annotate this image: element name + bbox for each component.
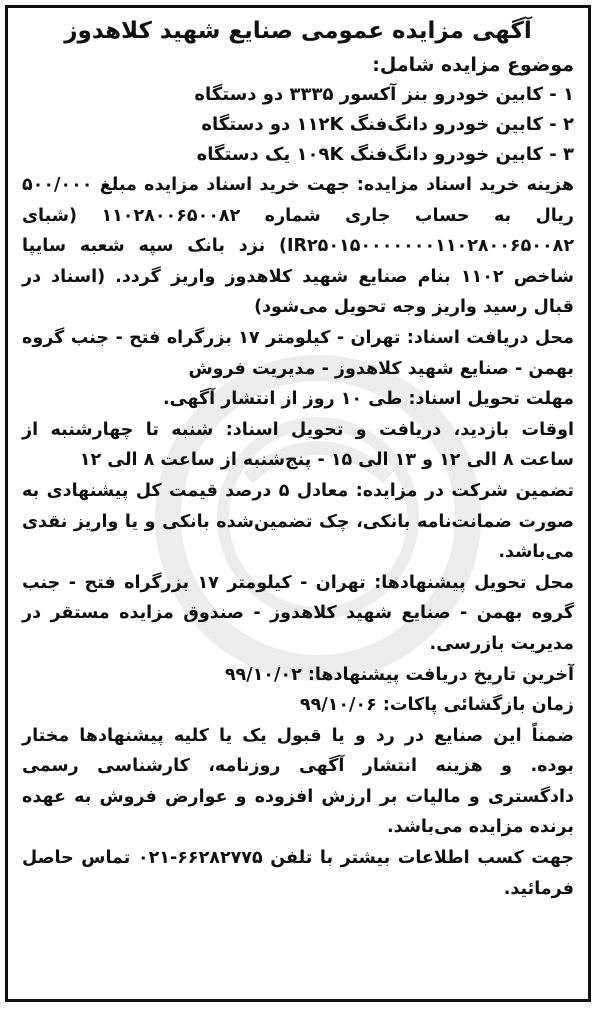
- contact-paragraph: جهت کسب اطلاعات بیشتر با تلفن ۶۶۲۸۲۷۷۵-۰۲۱ تماس حاصل فرمائید.: [22, 848, 575, 899]
- subject-heading: موضوع مزایده شامل:: [372, 54, 574, 76]
- documents-deadline-paragraph: مهلت تحویل اسناد: طی ۱۰ روز از انتشار آگهی.: [163, 389, 574, 410]
- documents-cost-paragraph: هزینه خرید اسناد مزایده: جهت خرید اسناد مزایده مبلغ ۵۰۰/۰۰۰ ریال به حساب جاری شماره ۱۱۰۲۸۰۰۶۵۰۰۸۲ (شبای IR۲۵۰۱۵۰۰۰۰۰۰۰۱۱۰۲۸۰۰۶۵۰۰۸۲) نزد بانک سپه شعبه سایپا شاخص ۱۱۰۲ بنام صنایع شهید کلاهدوز واریز گردد. (اسناد در قبال رسید واریز وجه تحویل می‌شود): [22, 175, 574, 318]
- auction-item: ۱ - کابین خودرو بنز آکسور ۳۳۳۵ دو دستگاه: [194, 84, 574, 105]
- envelope-opening-paragraph: زمان بازگشائی پاکات: ۹۹/۱۰/۰۶: [299, 695, 574, 716]
- proposal-delivery-paragraph: محل تحویل پیشنهادها: تهران - کیلومتر ۱۷ بزرگراه فتح - جنب گروه بهمن - صنایع شهید کلاهدوز - صندوق مزایده مستقر در مدیریت بازرسی.: [22, 572, 574, 654]
- visiting-hours-paragraph: اوقات بازدید، دریافت و تحویل اسناد: شنبه تا چهارشنبه از ساعت ۸ الی ۱۲ و ۱۳ الی ۱۵ - پنج‌شنبه از ساعت ۸ الی ۱۲: [22, 419, 574, 471]
- auction-item: ۳ - کابین خودرو دانگ‌فنگ ۱۰۹K یک دستگاه: [196, 144, 574, 165]
- documents-location-paragraph: محل دریافت اسناد: تهران - کیلومتر ۱۷ بزرگراه فتح - جنب گروه بهمن - صنایع شهید کلاهدوز - مدیریت فروش: [22, 327, 574, 379]
- participation-guarantee-paragraph: تضمین شرکت در مزایده: معادل ۵ درصد قیمت کل پیشنهادی به صورت ضمانت‌نامه بانکی، چک تضمین‌شده بانکی و یا واریز نقدی می‌باشد.: [22, 480, 574, 563]
- proposal-deadline-paragraph: آخرین تاریخ دریافت پیشنهادها: ۹۹/۱۰/۰۲: [224, 664, 574, 685]
- terms-paragraph: ضمناً این صنایع در رد و یا قبول یک یا کلیه پیشنهادها مختار بوده. و هزینه انتشار آگهی روزنامه، کارشناسی رسمی دادگستری و مالیات بر ارزش افزوده و عوارض فروش به عهده برنده مزایده می‌باشد.: [22, 725, 574, 838]
- notice-body: [8, 8, 588, 904]
- notice-frame: [5, 5, 591, 1002]
- auction-item: ۲ - کابین خودرو دانگ‌فنگ ۱۱۲K دو دستگاه: [201, 114, 574, 135]
- notice-title: آگهی مزایده عمومی صنایع شهید کلاهدوز: [64, 18, 532, 44]
